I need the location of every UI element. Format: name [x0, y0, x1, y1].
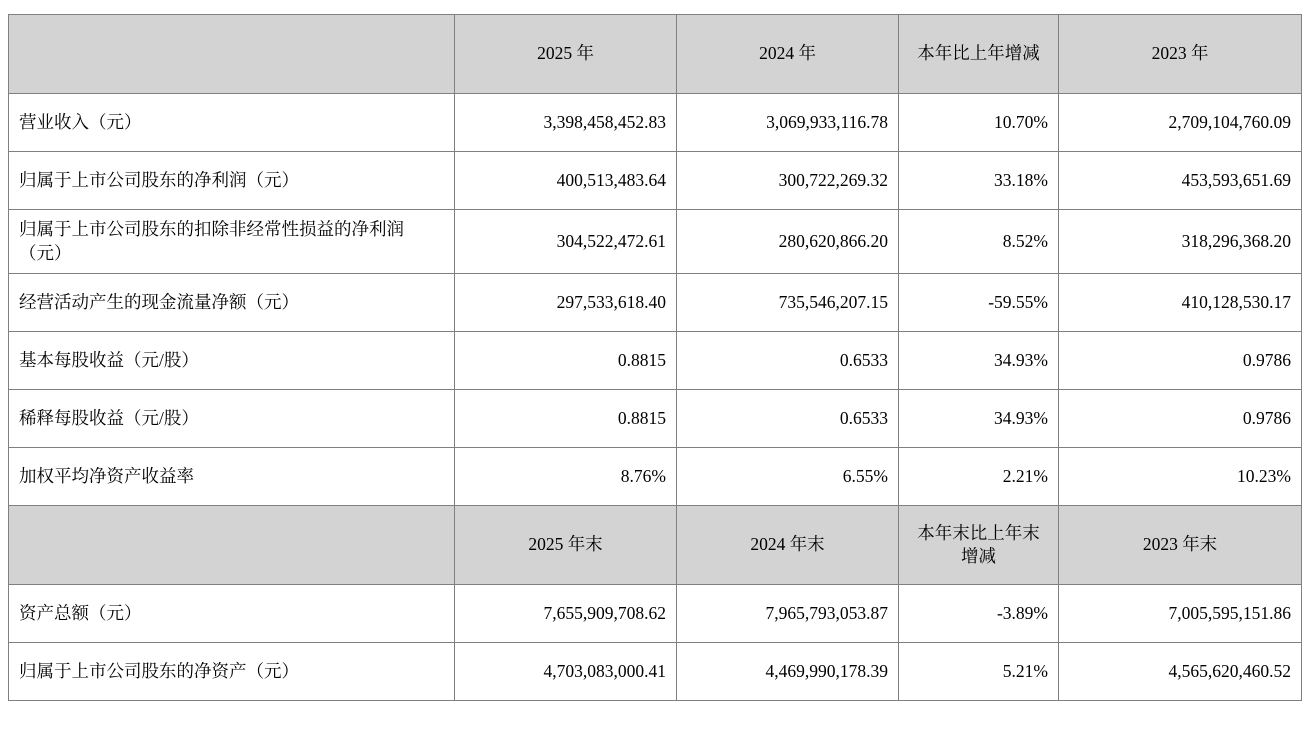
- header-cell-period-end-change: 本年末比上年末增减: [899, 506, 1059, 585]
- row-label-net-assets: 归属于上市公司股东的净资产（元）: [9, 643, 455, 701]
- header-cell-blank: [9, 15, 455, 94]
- table-row: [9, 274, 1302, 332]
- table-row: [9, 585, 1302, 643]
- cell-revenue-2025: 3,398,458,452.83: [455, 94, 677, 152]
- cell-net-profit-2024: 300,722,269.32: [677, 152, 899, 210]
- row-label-basic-eps: 基本每股收益（元/股）: [9, 332, 455, 390]
- cell-net-profit-deducted-2025: 304,522,472.61: [455, 210, 677, 274]
- table-row: [9, 643, 1302, 701]
- row-label-diluted-eps: 稀释每股收益（元/股）: [9, 390, 455, 448]
- cell-basic-eps-2025: 0.8815: [455, 332, 677, 390]
- table-row: [9, 448, 1302, 506]
- row-label-net-profit-deducted: 归属于上市公司股东的扣除非经常性损益的净利润（元）: [9, 210, 455, 274]
- cell-weighted-roe-2025: 8.76%: [455, 448, 677, 506]
- cell-weighted-roe-2024: 6.55%: [677, 448, 899, 506]
- cell-operating-cash-flow-2023: 410,128,530.17: [1059, 274, 1302, 332]
- cell-weighted-roe-2023: 10.23%: [1059, 448, 1302, 506]
- cell-total-assets-2023: 7,005,595,151.86: [1059, 585, 1302, 643]
- cell-diluted-eps-2025: 0.8815: [455, 390, 677, 448]
- cell-revenue-2023: 2,709,104,760.09: [1059, 94, 1302, 152]
- cell-total-assets-2025: 7,655,909,708.62: [455, 585, 677, 643]
- cell-net-profit-deducted-2024: 280,620,866.20: [677, 210, 899, 274]
- cell-diluted-eps-2023: 0.9786: [1059, 390, 1302, 448]
- cell-basic-eps-2023: 0.9786: [1059, 332, 1302, 390]
- table-header-row-annual: [9, 15, 1302, 94]
- row-label-operating-cash-flow: 经营活动产生的现金流量净额（元）: [9, 274, 455, 332]
- table-row: [9, 390, 1302, 448]
- cell-operating-cash-flow-change: -59.55%: [899, 274, 1059, 332]
- table-header-row-period-end: [9, 506, 1302, 585]
- cell-net-profit-2025: 400,513,483.64: [455, 152, 677, 210]
- header-cell-2025: 2025 年: [455, 15, 677, 94]
- cell-revenue-change: 10.70%: [899, 94, 1059, 152]
- cell-net-profit-2023: 453,593,651.69: [1059, 152, 1302, 210]
- cell-basic-eps-change: 34.93%: [899, 332, 1059, 390]
- header-cell-2024-end: 2024 年末: [677, 506, 899, 585]
- row-label-net-profit: 归属于上市公司股东的净利润（元）: [9, 152, 455, 210]
- cell-net-profit-deducted-change: 8.52%: [899, 210, 1059, 274]
- row-label-revenue: 营业收入（元）: [9, 94, 455, 152]
- cell-operating-cash-flow-2025: 297,533,618.40: [455, 274, 677, 332]
- table-row: [9, 94, 1302, 152]
- cell-net-assets-2024: 4,469,990,178.39: [677, 643, 899, 701]
- header-cell-2025-end: 2025 年末: [455, 506, 677, 585]
- table-row: [9, 332, 1302, 390]
- cell-net-profit-change: 33.18%: [899, 152, 1059, 210]
- header-cell-2023: 2023 年: [1059, 15, 1302, 94]
- header-cell-2024: 2024 年: [677, 15, 899, 94]
- cell-diluted-eps-2024: 0.6533: [677, 390, 899, 448]
- cell-diluted-eps-change: 34.93%: [899, 390, 1059, 448]
- cell-total-assets-change: -3.89%: [899, 585, 1059, 643]
- financial-summary-table: [8, 14, 1302, 701]
- table-row: [9, 210, 1302, 274]
- header-cell-blank-2: [9, 506, 455, 585]
- cell-net-profit-deducted-2023: 318,296,368.20: [1059, 210, 1302, 274]
- cell-weighted-roe-change: 2.21%: [899, 448, 1059, 506]
- cell-operating-cash-flow-2024: 735,546,207.15: [677, 274, 899, 332]
- cell-net-assets-change: 5.21%: [899, 643, 1059, 701]
- cell-basic-eps-2024: 0.6533: [677, 332, 899, 390]
- cell-net-assets-2023: 4,565,620,460.52: [1059, 643, 1302, 701]
- row-label-total-assets: 资产总额（元）: [9, 585, 455, 643]
- row-label-weighted-roe: 加权平均净资产收益率: [9, 448, 455, 506]
- cell-total-assets-2024: 7,965,793,053.87: [677, 585, 899, 643]
- header-cell-yoy-change: 本年比上年增减: [899, 15, 1059, 94]
- cell-net-assets-2025: 4,703,083,000.41: [455, 643, 677, 701]
- header-cell-2023-end: 2023 年末: [1059, 506, 1302, 585]
- cell-revenue-2024: 3,069,933,116.78: [677, 94, 899, 152]
- table-row: [9, 152, 1302, 210]
